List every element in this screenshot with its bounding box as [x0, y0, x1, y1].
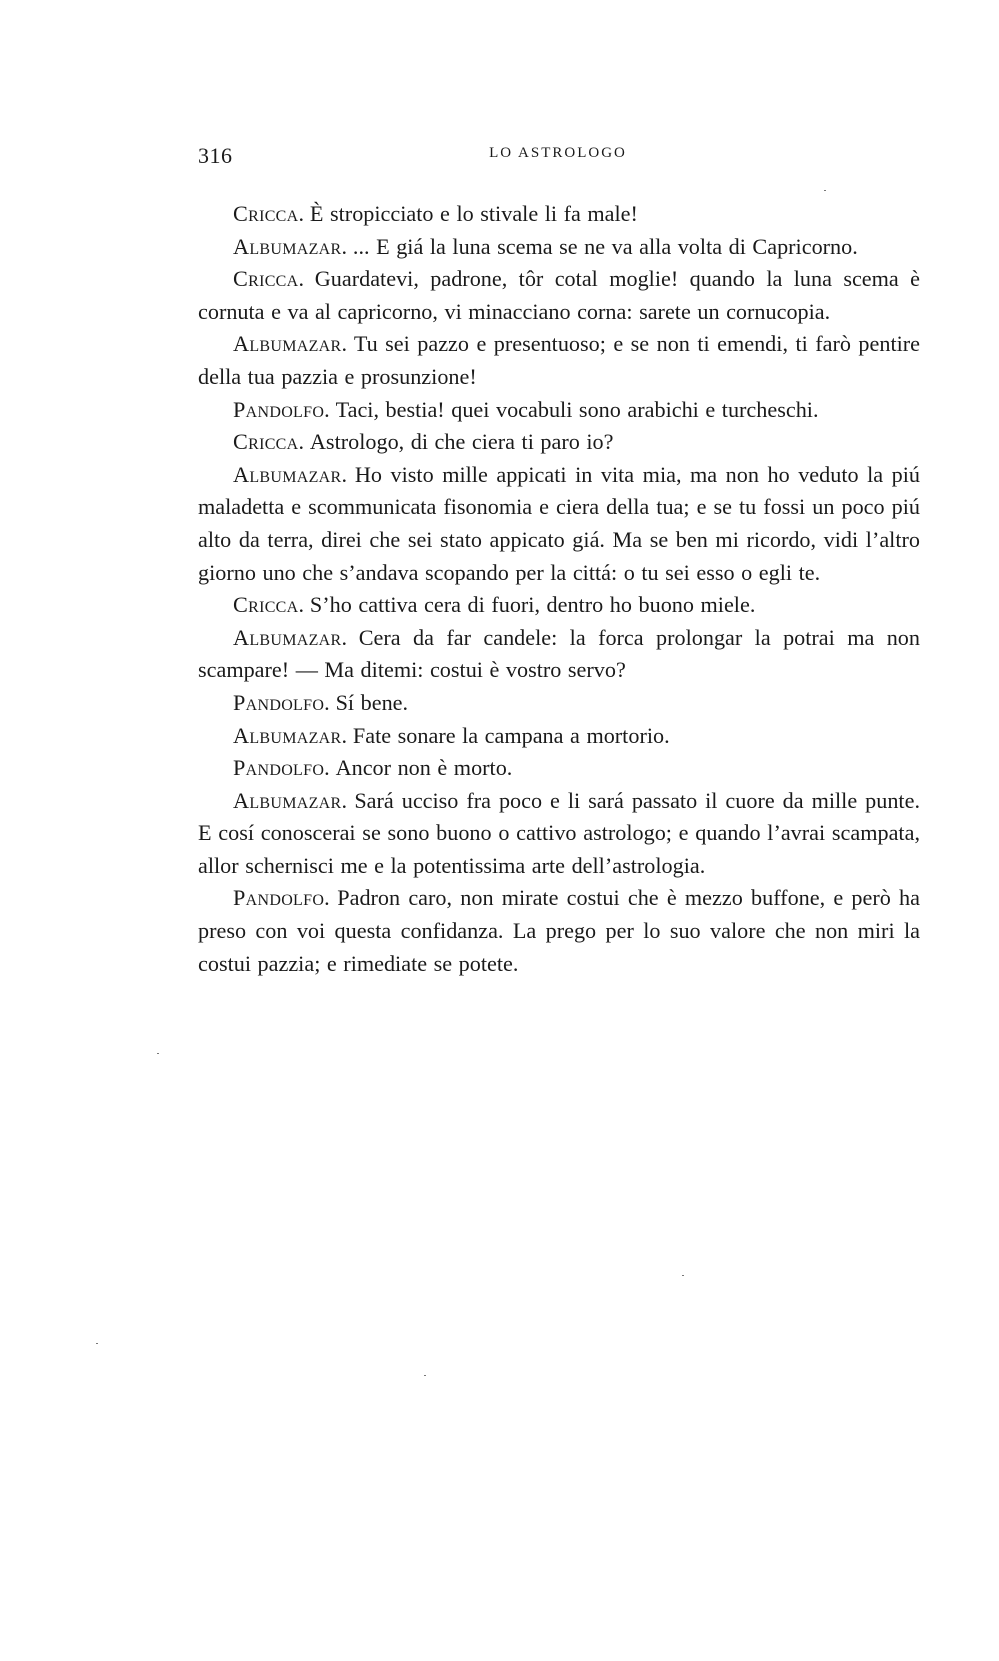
speech-text: Ho visto mille appicati in vita mia, ma non ho veduto la piú maladetta e scommunicata fisonomia e ciera della tua; e se tu fossi un poco piú alto da terra, direi che sei stato appicato giá. Ma se ben mi ricordo, vidi l’altro giorno uno che s’andava scopando per la cittá: o tu sei esso o egli te. [198, 461, 920, 585]
scan-speck [824, 190, 826, 191]
speaker-name: Cricca. [233, 429, 305, 455]
speech-text: ... E giá la luna scema se ne va alla volta di Capricorno. [352, 233, 858, 259]
speaker-name: Albumazar. [233, 331, 348, 357]
dialogue-line [198, 622, 920, 687]
speech-text: Guardatevi, padrone, tôr cotal moglie! quando la luna scema è cornuta e va al capricorno, vi minacciano corna: sarete un cornucopia. [198, 266, 921, 324]
speech-text: S’ho cattiva cera di fuori, dentro ho buono miele. [309, 592, 756, 618]
speech-text: Cera da far candele: la forca prolongar la potrai ma non scampare! — Ma ditemi: costui è vostro servo? [198, 624, 920, 683]
running-title: LO ASTROLOGO [489, 145, 627, 161]
speaker-name: Pandolfo. [233, 885, 331, 911]
scan-speck [424, 1375, 426, 1376]
speaker-name: Albumazar. [233, 461, 348, 487]
scan-speck [96, 1343, 98, 1344]
speaker-name: Albumazar. [233, 722, 348, 748]
speech-text: Ancor non è morto. [335, 755, 513, 781]
dialogue-line [198, 394, 920, 427]
speech-text: Sí bene. [335, 689, 409, 715]
dialogue-line [198, 426, 920, 459]
speaker-name: Pandolfo. [233, 689, 331, 715]
scan-speck [157, 1053, 159, 1054]
dialogue-line [198, 459, 920, 589]
speech-text: È stropicciato e lo stivale li fa male! [309, 201, 638, 226]
page-header [198, 143, 918, 173]
speaker-name: Pandolfo. [233, 755, 331, 781]
speaker-name: Pandolfo. [233, 396, 331, 422]
speaker-name: Albumazar. [233, 624, 348, 650]
speech-text: Tu sei pazzo e presentuoso; e se non ti emendi, ti farò pentire della tua pazzia e prosunzione! [198, 331, 921, 389]
dialogue-line [198, 589, 920, 622]
dialogue-line [198, 328, 920, 393]
page-number: 316 [198, 143, 233, 168]
speaker-name: Albumazar. [233, 233, 348, 259]
speaker-name: Cricca. [233, 592, 305, 618]
speech-text: Taci, bestia! quei vocabuli sono arabichi e turcheschi. [335, 396, 819, 422]
speech-text: Padron caro, non mirate costui che è mezzo buffone, e però ha preso con voi questa confidanza. La prego per lo suo valore che non miri la costui pazzia; e rimediate se potete. [198, 885, 920, 976]
dialogue-line [198, 785, 920, 883]
dialogue-line [198, 882, 920, 980]
dialogue-line [198, 752, 920, 785]
speech-text: Fate sonare la campana a mortorio. [352, 722, 670, 748]
speech-text: Sará ucciso fra poco e li sará passato il cuore da mille punte. E cosí conoscerai se sono buono o cattivo astrologo; e quando l’avrai scampata, allor schernisci me e la potentissima arte dell’astrologia. [198, 787, 920, 878]
dialogue-text [198, 198, 920, 980]
speaker-name: Cricca. [233, 266, 305, 292]
dialogue-line [198, 263, 920, 328]
speaker-name: Cricca. [233, 201, 305, 226]
speaker-name: Albumazar. [233, 787, 348, 813]
scan-speck [682, 1275, 684, 1276]
speech-text: Astrologo, di che ciera ti paro io? [309, 429, 614, 455]
dialogue-line [198, 720, 920, 753]
dialogue-line [198, 231, 920, 264]
dialogue-line [198, 687, 920, 720]
dialogue-line [198, 198, 920, 231]
